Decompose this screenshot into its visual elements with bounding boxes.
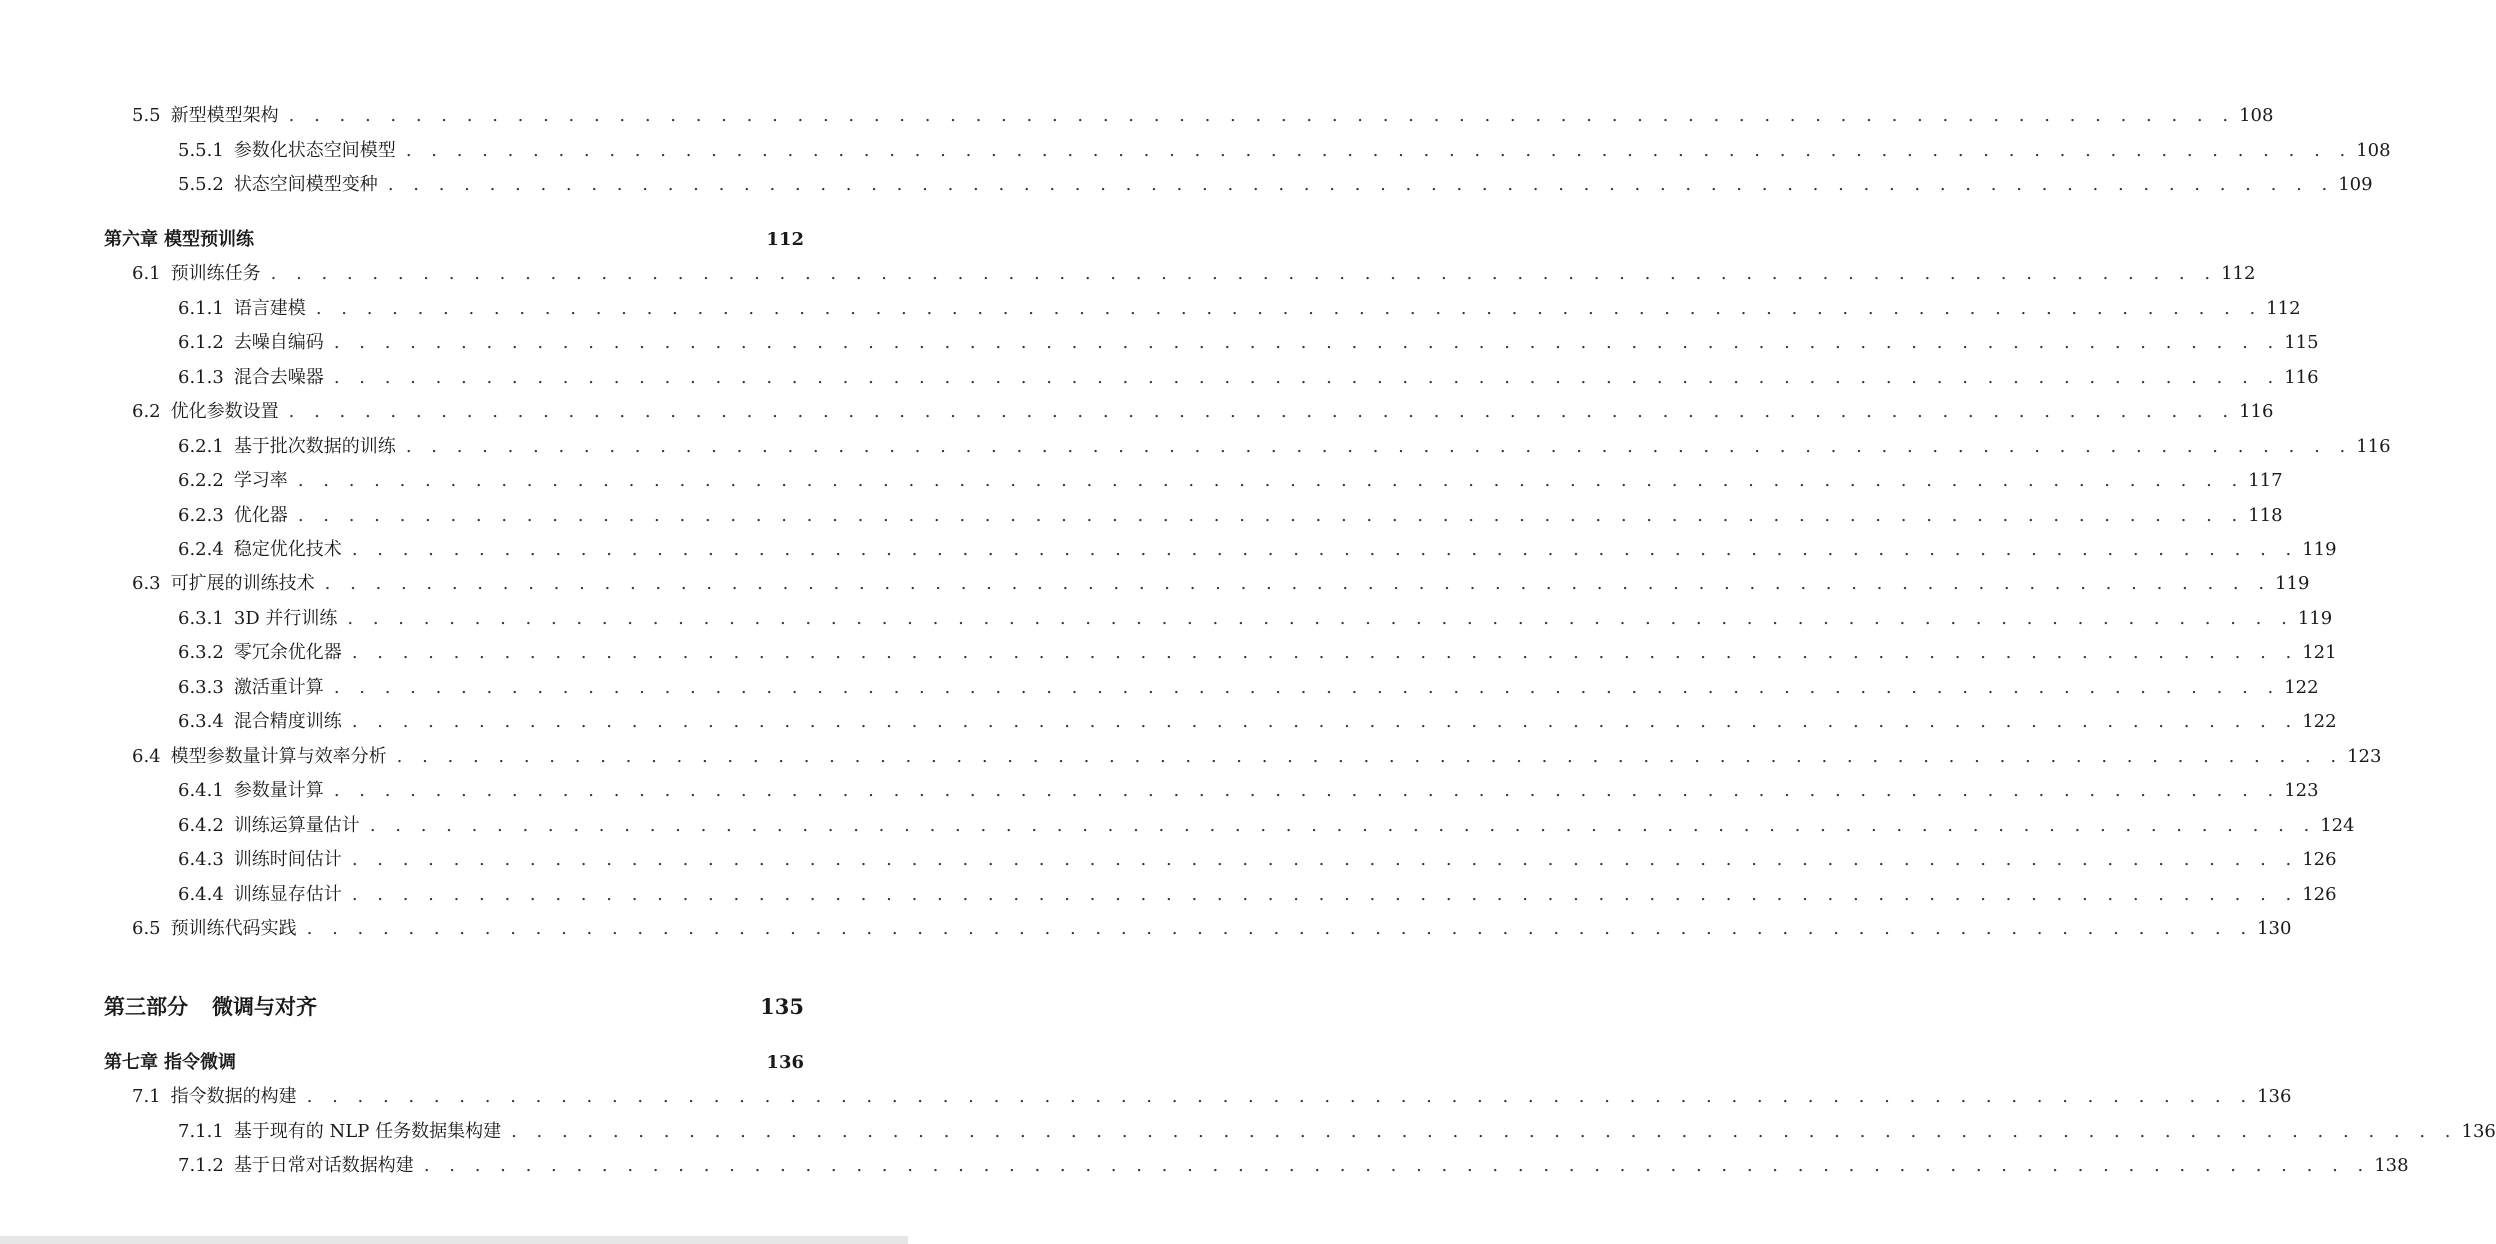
toc-title: 预训练任务 <box>170 263 261 284</box>
toc-page-number: 123 <box>2284 780 2319 801</box>
toc-page-number: 124 <box>2320 815 2355 836</box>
dot-leader: . . . . . . . . . . . . . . . . . . . . . . . . . . . . . . . . . . . . . . . . . . . . . . . . . . . . . . . . . . . . . . . . . . . . . . . . . . . . . <box>297 470 2245 491</box>
dot-leader: . . . . . . . . . . . . . . . . . . . . . . . . . . . . . . . . . . . . . . . . . . . . . . . . . . . . . . . . . . . . . . . . . . . . . . . . . . . . . <box>333 332 2281 353</box>
toc-number: 第三部分 <box>104 994 188 1019</box>
toc-number: 5.5 <box>132 105 161 126</box>
toc-number: 5.5.2 <box>178 174 224 195</box>
toc-title: 语言建模 <box>233 298 306 319</box>
toc-page-number: 138 <box>2374 1155 2409 1176</box>
toc-section-row[interactable] <box>132 262 2256 286</box>
toc-number: 6.3.1 <box>178 608 224 629</box>
toc-title: 稳定优化技术 <box>233 539 342 560</box>
dot-leader: . . . . . . . . . . . . . . . . . . . . . . . . . . . . . . . . . . . . . . . . . . . . . . . . . . . . . . . . . . . . . . . . . . . . . . . . . . . . . <box>288 105 2236 126</box>
toc-subsection-row[interactable] <box>178 1154 2409 1178</box>
toc-subsection-row[interactable] <box>178 676 2319 700</box>
toc-page-number: 116 <box>2356 436 2391 457</box>
dot-leader: . . . . . . . . . . . . . . . . . . . . . . . . . . . . . . . . . . . . . . . . . . . . . . . . . . . . . . . . . . . . . . . . . . . . . . . . . . . . . <box>351 849 2299 870</box>
toc-page-number: 122 <box>2302 711 2337 732</box>
toc-title: 零冗余优化器 <box>233 642 342 663</box>
toc-page-number: 136 <box>766 1052 804 1073</box>
dot-leader: . . . . . . . . . . . . . . . . . . . . . . . . . . . . . . . . . . . . . . . . . . . . . . . . . . . . . . . . . . . . . . . . . . . . . . . . . . . . . <box>306 918 2254 939</box>
dot-leader: . . . . . . . . . . . . . . . . . . . . . . . . . . . . . . . . . . . . . . . . . . . . . . . . . . . . . . . . . . . . . . . . . . . . . . . . . . . . . <box>351 711 2299 732</box>
toc-page-number: 136 <box>2257 1086 2292 1107</box>
toc-number: 6.3 <box>132 573 161 594</box>
toc-number: 6.2.1 <box>178 436 224 457</box>
toc-title: 指令数据的构建 <box>170 1086 297 1107</box>
dot-leader: . . . . . . . . . . . . . . . . . . . . . . . . . . . . . . . . . . . . . . . . . . . . . . . . . . . . . . . . . . . . . . . . . . . . . . . . . . . . . <box>511 1121 2458 1142</box>
toc-title: 训练时间估计 <box>233 849 342 870</box>
toc-title: 微调与对齐 <box>212 994 317 1019</box>
toc-page-number: 119 <box>2275 573 2310 594</box>
dot-leader: . . . . . . . . . . . . . . . . . . . . . . . . . . . . . . . . . . . . . . . . . . . . . . . . . . . . . . . . . . . . . . . . . . . . . . . . . . . . . <box>369 815 2317 836</box>
toc-number: 6.1.1 <box>178 298 224 319</box>
dot-leader: . . . . . . . . . . . . . . . . . . . . . . . . . . . . . . . . . . . . . . . . . . . . . . . . . . . . . . . . . . . . . . . . . . . . . . . . . . . . . <box>351 539 2299 560</box>
toc-page-number: 126 <box>2302 849 2337 870</box>
toc-subsection-row[interactable] <box>178 1120 2496 1144</box>
toc-title: 指令微调 <box>164 1052 236 1073</box>
toc-page-number: 119 <box>2302 539 2337 560</box>
toc-page-number: 118 <box>2248 505 2283 526</box>
toc-title: 模型参数量计算与效率分析 <box>170 746 387 767</box>
toc-number: 6.1.2 <box>178 332 224 353</box>
toc-subsection-row[interactable] <box>178 173 2373 197</box>
dot-leader: . . . . . . . . . . . . . . . . . . . . . . . . . . . . . . . . . . . . . . . . . . . . . . . . . . . . . . . . . . . . . . . . . . . . . . . . . . . . . <box>288 401 2236 422</box>
toc-subsection-row[interactable] <box>178 641 2337 665</box>
toc-page-number: 121 <box>2302 642 2337 663</box>
toc-number: 6.4.2 <box>178 815 224 836</box>
toc-number: 6.3.2 <box>178 642 224 663</box>
toc-page-number: 108 <box>2239 105 2274 126</box>
toc-title: 训练运算量估计 <box>233 815 360 836</box>
toc-title: 混合去噪器 <box>233 367 324 388</box>
toc-page-number: 126 <box>2302 884 2337 905</box>
toc-number: 5.5.1 <box>178 140 224 161</box>
toc-section-row[interactable] <box>132 1085 2292 1109</box>
toc-title: 3D 并行训练 <box>233 608 338 629</box>
toc-section-row[interactable] <box>132 104 2274 128</box>
toc-page-number: 136 <box>2461 1121 2496 1142</box>
toc-number: 6.3.3 <box>178 677 224 698</box>
toc-chapter-row[interactable] <box>104 1051 804 1075</box>
dot-leader: . . . . . . . . . . . . . . . . . . . . . . . . . . . . . . . . . . . . . . . . . . . . . . . . . . . . . . . . . . . . . . . . . . . . . . . . . . . . . <box>351 884 2299 905</box>
dot-leader: . . . . . . . . . . . . . . . . . . . . . . . . . . . . . . . . . . . . . . . . . . . . . . . . . . . . . . . . . . . . . . . . . . . . . . . . . . . . . <box>315 298 2263 319</box>
toc-page-number: 108 <box>2356 140 2391 161</box>
toc-title: 去噪自编码 <box>233 332 324 353</box>
dot-leader: . . . . . . . . . . . . . . . . . . . . . . . . . . . . . . . . . . . . . . . . . . . . . . . . . . . . . . . . . . . . . . . . . . . . . . . . . . . . . <box>387 174 2335 195</box>
toc-subsection-row[interactable] <box>178 607 2333 631</box>
dot-leader: . . . . . . . . . . . . . . . . . . . . . . . . . . . . . . . . . . . . . . . . . . . . . . . . . . . . . . . . . . . . . . . . . . . . . . . . . . . . . <box>333 677 2281 698</box>
toc-number: 6.2 <box>132 401 161 422</box>
toc-subsection-row[interactable] <box>178 504 2283 528</box>
toc-title: 基于日常对话数据构建 <box>233 1155 414 1176</box>
dot-leader: . . . . . . . . . . . . . . . . . . . . . . . . . . . . . . . . . . . . . . . . . . . . . . . . . . . . . . . . . . . . . . . . . . . . . . . . . . . . . <box>324 573 2272 594</box>
dot-leader: . . . . . . . . . . . . . . . . . . . . . . . . . . . . . . . . . . . . . . . . . . . . . . . . . . . . . . . . . . . . . . . . . . . . . . . . . . . . . <box>396 746 2344 767</box>
toc-section-row[interactable] <box>132 400 2274 424</box>
toc-page-number: 135 <box>760 994 804 1019</box>
toc-number: 第七章 <box>104 1052 158 1073</box>
toc-subsection-row[interactable] <box>178 331 2319 355</box>
toc-page-number: 116 <box>2284 367 2319 388</box>
dot-leader: . . . . . . . . . . . . . . . . . . . . . . . . . . . . . . . . . . . . . . . . . . . . . . . . . . . . . . . . . . . . . . . . . . . . . . . . . . . . . <box>297 505 2245 526</box>
toc-chapter-row[interactable] <box>104 228 804 252</box>
toc-part-row[interactable] <box>104 995 804 1019</box>
toc-number: 6.2.2 <box>178 470 224 491</box>
toc-title: 混合精度训练 <box>233 711 342 732</box>
toc-title: 预训练代码实践 <box>170 918 297 939</box>
toc-number: 第六章 <box>104 229 158 250</box>
dot-leader: . . . . . . . . . . . . . . . . . . . . . . . . . . . . . . . . . . . . . . . . . . . . . . . . . . . . . . . . . . . . . . . . . . . . . . . . . . . . . <box>347 608 2294 629</box>
toc-title: 优化参数设置 <box>170 401 279 422</box>
dot-leader: . . . . . . . . . . . . . . . . . . . . . . . . . . . . . . . . . . . . . . . . . . . . . . . . . . . . . . . . . . . . . . . . . . . . . . . . . . . . . <box>333 367 2281 388</box>
toc-number: 6.2.4 <box>178 539 224 560</box>
toc-page-number: 116 <box>2239 401 2274 422</box>
toc-title: 激活重计算 <box>233 677 324 698</box>
toc-section-row[interactable] <box>132 572 2310 596</box>
toc-title: 新型模型架构 <box>170 105 279 126</box>
toc-page-number: 119 <box>2297 608 2333 629</box>
toc-number: 6.1.3 <box>178 367 224 388</box>
page-bottom-bar <box>0 1236 908 1244</box>
toc-subsection-row[interactable] <box>178 297 2301 321</box>
toc-title: 学习率 <box>233 470 288 491</box>
toc-title: 状态空间模型变种 <box>233 174 378 195</box>
toc-title: 基于批次数据的训练 <box>233 436 396 457</box>
toc-number: 7.1.1 <box>178 1121 224 1142</box>
toc-page-number: 130 <box>2257 918 2292 939</box>
toc-page-number: 122 <box>2284 677 2319 698</box>
toc-title: 参数化状态空间模型 <box>233 140 396 161</box>
toc-number: 6.1 <box>132 263 161 284</box>
toc-subsection-row[interactable] <box>178 883 2337 907</box>
toc-page-number: 112 <box>2266 298 2301 319</box>
toc-subsection-row[interactable] <box>178 366 2319 390</box>
toc-page-number: 109 <box>2338 174 2373 195</box>
dot-leader: . . . . . . . . . . . . . . . . . . . . . . . . . . . . . . . . . . . . . . . . . . . . . . . . . . . . . . . . . . . . . . . . . . . . . . . . . . . . . <box>423 1155 2371 1176</box>
toc-title: 可扩展的训练技术 <box>170 573 315 594</box>
toc-title: 优化器 <box>233 505 288 526</box>
toc-number: 6.2.3 <box>178 505 224 526</box>
toc-number: 6.4.4 <box>178 884 224 905</box>
toc-title: 训练显存估计 <box>233 884 342 905</box>
toc-number: 7.1 <box>132 1086 161 1107</box>
toc-subsection-row[interactable] <box>178 779 2319 803</box>
toc-page-number: 112 <box>2221 263 2256 284</box>
dot-leader: . . . . . . . . . . . . . . . . . . . . . . . . . . . . . . . . . . . . . . . . . . . . . . . . . . . . . . . . . . . . . . . . . . . . . . . . . . . . . <box>405 436 2353 457</box>
toc-section-row[interactable] <box>132 745 2382 769</box>
toc-number: 6.4.1 <box>178 780 224 801</box>
toc-page-number: 123 <box>2347 746 2382 767</box>
toc-title: 基于现有的 NLP 任务数据集构建 <box>233 1121 502 1142</box>
toc-subsection-row[interactable] <box>178 814 2355 838</box>
toc-subsection-row[interactable] <box>178 538 2337 562</box>
toc-number: 6.5 <box>132 918 161 939</box>
toc-section-row[interactable] <box>132 917 2292 941</box>
toc-subsection-row[interactable] <box>178 710 2337 734</box>
toc-page-number: 117 <box>2248 470 2283 491</box>
dot-leader: . . . . . . . . . . . . . . . . . . . . . . . . . . . . . . . . . . . . . . . . . . . . . . . . . . . . . . . . . . . . . . . . . . . . . . . . . . . . . <box>333 780 2281 801</box>
dot-leader: . . . . . . . . . . . . . . . . . . . . . . . . . . . . . . . . . . . . . . . . . . . . . . . . . . . . . . . . . . . . . . . . . . . . . . . . . . . . . <box>351 642 2299 663</box>
toc-subsection-row[interactable] <box>178 139 2391 163</box>
toc-subsection-row[interactable] <box>178 435 2391 459</box>
toc-title: 模型预训练 <box>164 229 254 250</box>
dot-leader: . . . . . . . . . . . . . . . . . . . . . . . . . . . . . . . . . . . . . . . . . . . . . . . . . . . . . . . . . . . . . . . . . . . . . . . . . . . . . <box>270 263 2218 284</box>
toc-number: 7.1.2 <box>178 1155 224 1176</box>
toc-page-number: 115 <box>2284 332 2319 353</box>
dot-leader: . . . . . . . . . . . . . . . . . . . . . . . . . . . . . . . . . . . . . . . . . . . . . . . . . . . . . . . . . . . . . . . . . . . . . . . . . . . . . <box>405 140 2353 161</box>
toc-page-number: 112 <box>766 229 804 250</box>
toc-subsection-row[interactable] <box>178 848 2337 872</box>
toc-number: 6.4 <box>132 746 161 767</box>
toc-title: 参数量计算 <box>233 780 324 801</box>
dot-leader: . . . . . . . . . . . . . . . . . . . . . . . . . . . . . . . . . . . . . . . . . . . . . . . . . . . . . . . . . . . . . . . . . . . . . . . . . . . . . <box>306 1086 2254 1107</box>
toc-number: 6.4.3 <box>178 849 224 870</box>
toc-subsection-row[interactable] <box>178 469 2283 493</box>
toc-number: 6.3.4 <box>178 711 224 732</box>
